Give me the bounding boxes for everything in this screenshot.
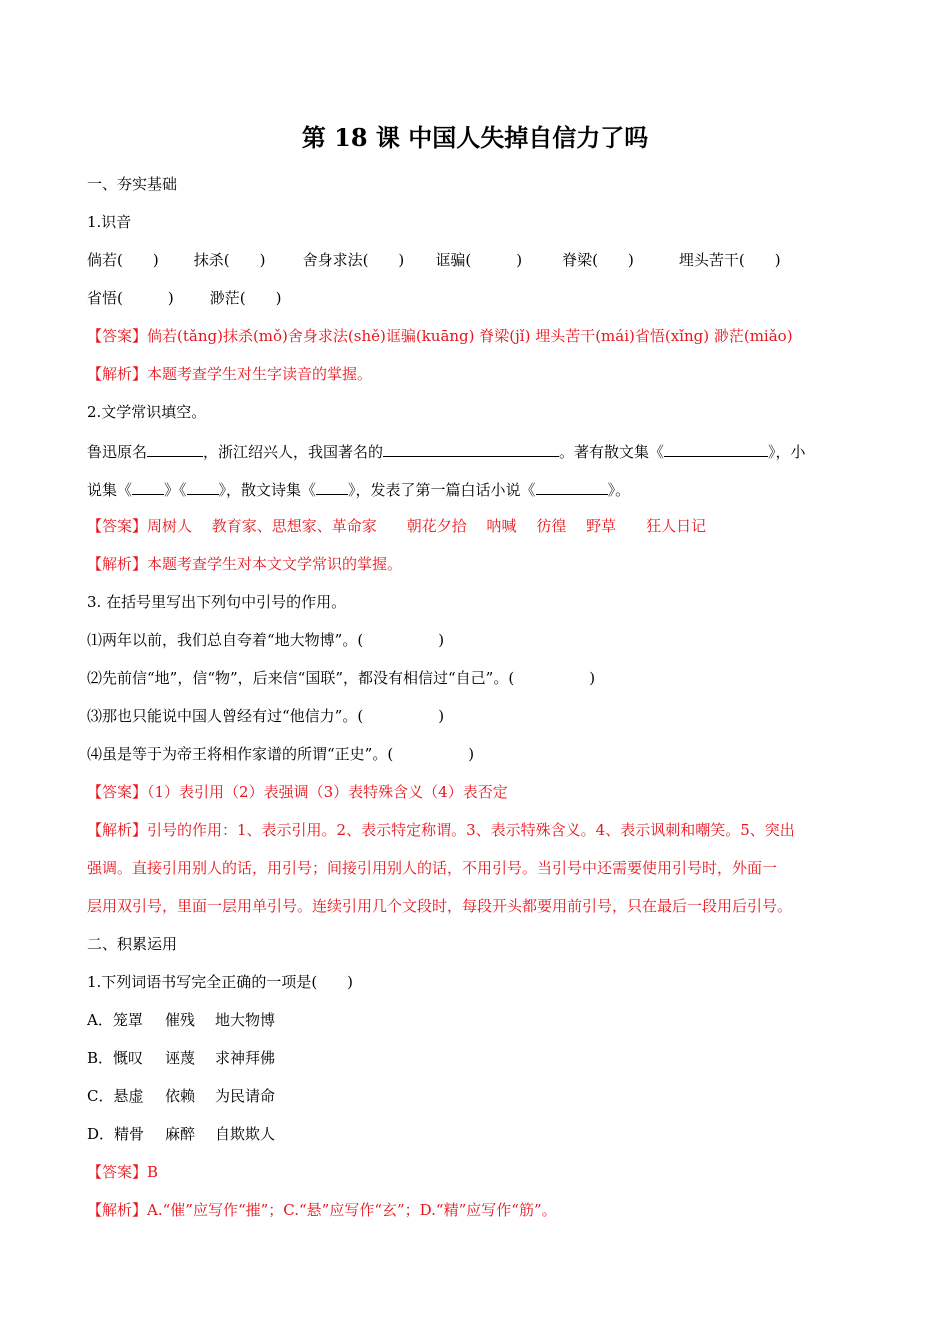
fill-blank (383, 440, 559, 457)
option-word: D．精骨 (87, 1125, 145, 1143)
analysis-text: A.“催”应写作“摧”；C.“悬”应写作“玄”；D.“精”应写作“筋”。 (147, 1201, 557, 1219)
pinyin-row-2 (87, 288, 282, 308)
analysis-text: 本题考查学生对生字读音的掌握。 (147, 365, 373, 383)
option-word: C．悬虚 (87, 1087, 144, 1105)
option-word: 诬蔑 (165, 1049, 196, 1067)
answer-label: 【答案】 (87, 327, 148, 345)
option-word: 自欺欺人 (215, 1125, 276, 1143)
answer-text: B (147, 1163, 159, 1181)
answer-line (87, 782, 508, 802)
option-word: 依赖 (165, 1087, 196, 1105)
analysis-line (87, 820, 795, 840)
analysis-line (87, 554, 402, 574)
answer-line (87, 516, 706, 536)
option-a (87, 1010, 275, 1030)
answer-line (87, 1162, 158, 1182)
answer-line (87, 326, 793, 346)
analysis-label: 【解析】 (87, 1201, 148, 1219)
page-title: 第 18 课 中国人失掉自信力了吗 (301, 123, 649, 152)
option-word: B．慨叹 (87, 1049, 144, 1067)
answer-text: （1）表引用（2）表强调（3）表特殊含义（4）表否定 (147, 783, 508, 801)
option-b (87, 1048, 275, 1068)
option-word: 麻醉 (165, 1125, 196, 1143)
section-heading-1: 一、夯实基础 (87, 175, 178, 193)
analysis-line (87, 1200, 557, 1220)
analysis-label: 【解析】 (87, 365, 148, 383)
blank-text: 》。 (607, 481, 631, 499)
answer-text: 倘若(tǎng)抹杀(mǒ)舍身求法(shě)诓骗(kuāng) 脊梁(jǐ) 埋头苦干(mái)省悟(xǐng) 渺茫(miǎo) (147, 327, 793, 345)
fill-blank (664, 440, 768, 457)
answer-text: 周树人 教育家、思想家、革命家 朝花夕拾 呐喊 彷徨 野草 狂人日记 (147, 517, 707, 535)
blank-text: ，浙江绍兴人，我国著名的 (203, 443, 384, 461)
blank-text: 》，发表了第一篇白话小说《 (348, 481, 536, 499)
analysis-text: 本题考查学生对本文文学常识的掌握。 (147, 555, 403, 573)
pinyin-item: 省悟( ) (87, 289, 174, 307)
analysis-text: 引号的作用：1、表示引用。2、表示特定称谓。3、表示特殊含义。4、表示讽刺和嘲笑。5、突出 (147, 821, 795, 839)
blank-text: 》，散文诗集《 (218, 481, 317, 499)
fill-blank (187, 478, 219, 495)
answer-label: 【答案】 (87, 783, 148, 801)
fill-blank (147, 440, 203, 457)
pinyin-item: 埋头苦干( ) (678, 251, 781, 269)
sentence-item: ⑷虽是等于为帝王将相作家谱的所谓“正史”。( ) (87, 745, 475, 763)
question-heading: 1.识音 (87, 213, 132, 231)
fill-blank-line-1 (87, 440, 806, 462)
pinyin-item: 脊梁( ) (562, 251, 634, 269)
pinyin-item: 舍身求法( ) (302, 251, 405, 269)
fill-blank (536, 478, 608, 495)
blank-prefix: 鲁迅原名 (87, 443, 148, 461)
option-word: A．笼罩 (87, 1011, 143, 1029)
blank-text: 》，小 (768, 443, 806, 461)
question-heading: 1.下列词语书写完全正确的一项是( ) (87, 973, 354, 991)
section-heading-2: 二、积累运用 (87, 935, 178, 953)
analysis-line-continued: 强调。直接引用别人的话，用引号；间接引用别人的话，不用引号。当引号中还需要使用引号时，外面一 (87, 859, 778, 877)
blank-text: 》《 (164, 481, 187, 499)
analysis-label: 【解析】 (87, 821, 148, 839)
option-word: 地大物博 (215, 1011, 276, 1029)
option-word: 为民请命 (215, 1087, 276, 1105)
fill-blank-line-2 (87, 478, 630, 500)
pinyin-item: 诓骗( ) (435, 251, 523, 269)
pinyin-item: 倘若( ) (87, 251, 159, 269)
fill-blank (132, 478, 164, 495)
option-word: 求神拜佛 (215, 1049, 276, 1067)
option-c (87, 1086, 275, 1106)
pinyin-item: 渺茫( ) (209, 289, 282, 307)
blank-text: 说集《 (87, 481, 133, 499)
question-heading: 2.文学常识填空。 (87, 403, 207, 421)
option-word: 催残 (165, 1011, 196, 1029)
analysis-line-continued: 层用双引号，里面一层用单引号。连续引用几个文段时，每段开头都要用前引号，只在最后一段用后引号。 (87, 897, 793, 915)
option-d (87, 1124, 275, 1144)
sentence-item: ⑶那也只能说中国人曾经有过“他信力”。( ) (87, 707, 445, 725)
sentence-item: ⑴两年以前，我们总自夸着“地大物博”。( ) (87, 631, 445, 649)
answer-label: 【答案】 (87, 517, 148, 535)
sentence-item: ⑵先前信“地”，信“物”，后来信“国联”，都没有相信过“自己”。( ) (87, 669, 596, 687)
analysis-line (87, 364, 372, 384)
pinyin-row-1 (87, 250, 781, 270)
answer-label: 【答案】 (87, 1163, 148, 1181)
pinyin-item: 抹杀( ) (193, 251, 266, 269)
blank-text: 。著有散文集《 (559, 443, 665, 461)
fill-blank (316, 478, 348, 495)
analysis-label: 【解析】 (87, 555, 148, 573)
question-heading: 3. 在括号里写出下列句中引号的作用。 (87, 593, 347, 611)
